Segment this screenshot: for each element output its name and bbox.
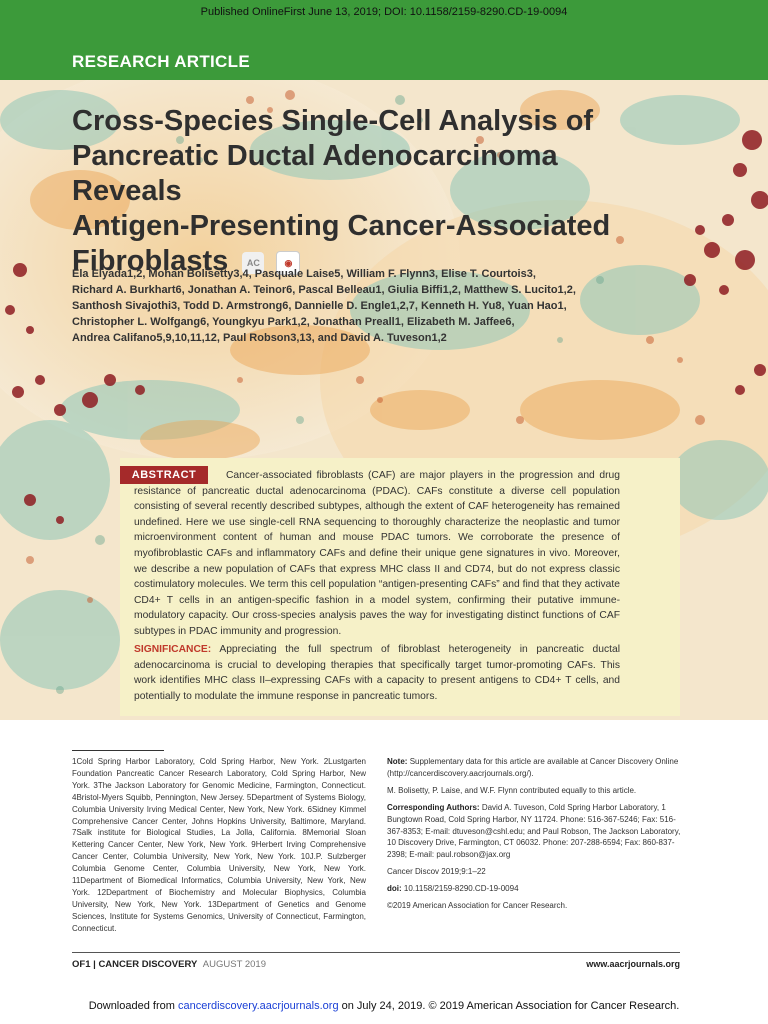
affiliations: 1Cold Spring Harbor Laboratory, Cold Spring Harbor, New York. 2Lustgarten Foundation Pancreatic Cancer Research Laboratory, Cold Spring Harbor, New York. 3The Jackson Laboratory for Genomic Medicine, Farmington, Connecticut. 4Bristol-Myers Squibb, Pennington, New Jersey. 5Department of Systems Biology, Columbia University Irving Medical Center, New York, New York. 6Sidney Kimmel Comprehensive Cancer Center, Johns Hopkins University, Baltimore, Maryland. 7Salk institute for Biological Studies, La Jolla, California. 8Memorial Sloan Kettering Cancer Center, New York, New York. 9Herbert Irving Comprehensive Cancer Center, Columbia University, New York, New York. 10J.P. Sulzberger Columbia Genome Center, Columbia University, New York, New York. 11Department of Biomedical Informatics, Columbia University, New York, New York. 12Department of Biochemistry and Molecular Biophysics, Columbia University, New York, New York. 13Department of Genetics and Genome Sciences, Institute for Systems Genomics, University of Connecticut, Farmington, Connecticut.	[72, 757, 366, 933]
issue-month: AUGUST 2019	[202, 959, 266, 970]
author-line-3: Santhosh Sivajothi3, Todd D. Armstrong6, Dannielle D. Engle1,2,7, Kenneth H. Yu8, Yuan Hao1,	[72, 300, 567, 312]
significance-label: SIGNIFICANCE:	[134, 644, 212, 655]
download-prefix: Downloaded from	[88, 1000, 175, 1012]
title-line-1: Cross-Species Single-Cell Analysis of	[72, 105, 594, 137]
journal-name: CANCER DISCOVERY	[98, 959, 198, 970]
footnote-rule	[72, 750, 164, 751]
title-line-2: Pancreatic Ductal Adenocarcinoma Reveals	[72, 140, 558, 207]
copyright: ©2019 American Association for Cancer Research.	[387, 901, 568, 911]
precision-badge-icon: ◉	[276, 251, 300, 275]
doi	[387, 883, 681, 895]
footer-journal	[72, 959, 266, 970]
ac-badge-icon: AC	[242, 252, 264, 274]
title-line-4-text: Fibroblasts	[72, 245, 229, 277]
corresponding-label: Corresponding Authors:	[387, 802, 480, 812]
significance-body: Appreciating the full spectrum of fibroblast heterogeneity in pancreatic ductal adenocarcinoma is crucial to developing therapies that specifically target tumor-promoting CAFs. This work identifies MHC class II–expressing CAFs with a capacity to present antigens to CD4+ T cells, and potentially to modulate the immune response in pancreatic tumors.	[134, 644, 621, 702]
page-number: OF1	[72, 959, 91, 970]
published-line: Published OnlineFirst June 13, 2019; DOI: 10.1158/2159-8290.CD-19-0094	[200, 6, 568, 18]
author-line-2: Richard A. Burkhart6, Jonathan A. Teinor6, Pascal Belleau1, Giulia Biffi1,2, Matthew S. Lucito1,2,	[72, 284, 576, 296]
corresponding-authors	[387, 802, 681, 862]
footer-separator: |	[93, 959, 96, 970]
author-line-1: Ela Elyada1,2, Mohan Bolisetty3,4, Pasquale Laise5, William F. Flynn3, Elise T. Courtois3,	[72, 268, 536, 280]
download-notice	[84, 1000, 684, 1012]
abstract-label: ABSTRACT	[120, 466, 208, 484]
footer-rule	[72, 952, 680, 953]
author-line-5: Andrea Califano5,9,10,11,12, Paul Robson3,13, and David A. Tuveson1,2	[72, 332, 447, 344]
note-text: Supplementary data for this article are available at Cancer Discovery Online (http://cancerdiscovery.aacrjournals.org/).	[387, 757, 679, 778]
download-suffix: on July 24, 2019. © 2019 American Association for Cancer Research.	[341, 1000, 680, 1012]
significance-text	[134, 642, 620, 704]
citation: Cancer Discov 2019;9:1–22	[387, 867, 486, 877]
doi-text: 10.1158/2159-8290.CD-19-0094	[403, 884, 519, 894]
footer-url[interactable]: www.aacrjournals.org	[586, 959, 680, 969]
corresponding-text: David A. Tuveson, Cold Spring Harbor Laboratory, 1 Bungtown Road, Cold Spring Harbor, NY 11724. Phone: 516-367-5246; Fax: 516-367-8353; E-mail: dtuveson@cshl.edu; and Paul Robson, The Jackson Laboratory, 10 Discovery Drive, Farmington, CT 06032. Phone: 207-288-6594; Fax: 860-837-2398; E-mail: paul.robson@jax.org	[387, 802, 681, 860]
article-title	[72, 104, 672, 280]
download-link[interactable]: cancerdiscovery.aacrjournals.org	[177, 1000, 339, 1012]
equal-contribution: M. Bolisetty, P. Laise, and W.F. Flynn contributed equally to this article.	[387, 785, 637, 795]
author-list	[72, 266, 612, 346]
doi-label: doi:	[387, 884, 402, 894]
article-notes	[387, 756, 681, 917]
abstract-text	[134, 468, 620, 640]
note	[387, 756, 681, 780]
author-line-4: Christopher L. Wolfgang6, Youngkyu Park1,2, Jonathan Preall1, Elizabeth M. Jaffee6,	[72, 316, 515, 328]
section-label: RESEARCH ARTICLE	[72, 52, 250, 71]
abstract-body: Cancer-associated fibroblasts (CAF) are major players in the progression and drug resistance of pancreatic ductal adenocarcinoma (PDAC). CAFs constitute a diverse cell population consisting of several recently described subtypes, although the extent of CAF heterogeneity has remained undefined. Here we use single-cell RNA sequencing to thoroughly characterize the neoplastic and tumor microenvironment content of human and mouse PDAC tumors. We corroborate the presence of myofibroblastic CAFs and inflammatory CAFs and define their unique gene signatures in vivo. Moreover, we describe a new population of CAFs that express MHC class II and CD74, but do not express classic costimulatory molecules. We term this cell population “antigen-presenting CAFs” and find that they activate CD4+ T cells in an antigen-specific fashion in a model system, confirming their putative immune-modulatory capacity. Our cross-species analysis paves the way for investigating distinct functions of CAF subtypes in PDAC immunity and progression.	[134, 470, 620, 637]
note-label: Note:	[387, 757, 408, 766]
title-line-3: Antigen-Presenting Cancer-Associated	[72, 210, 611, 242]
